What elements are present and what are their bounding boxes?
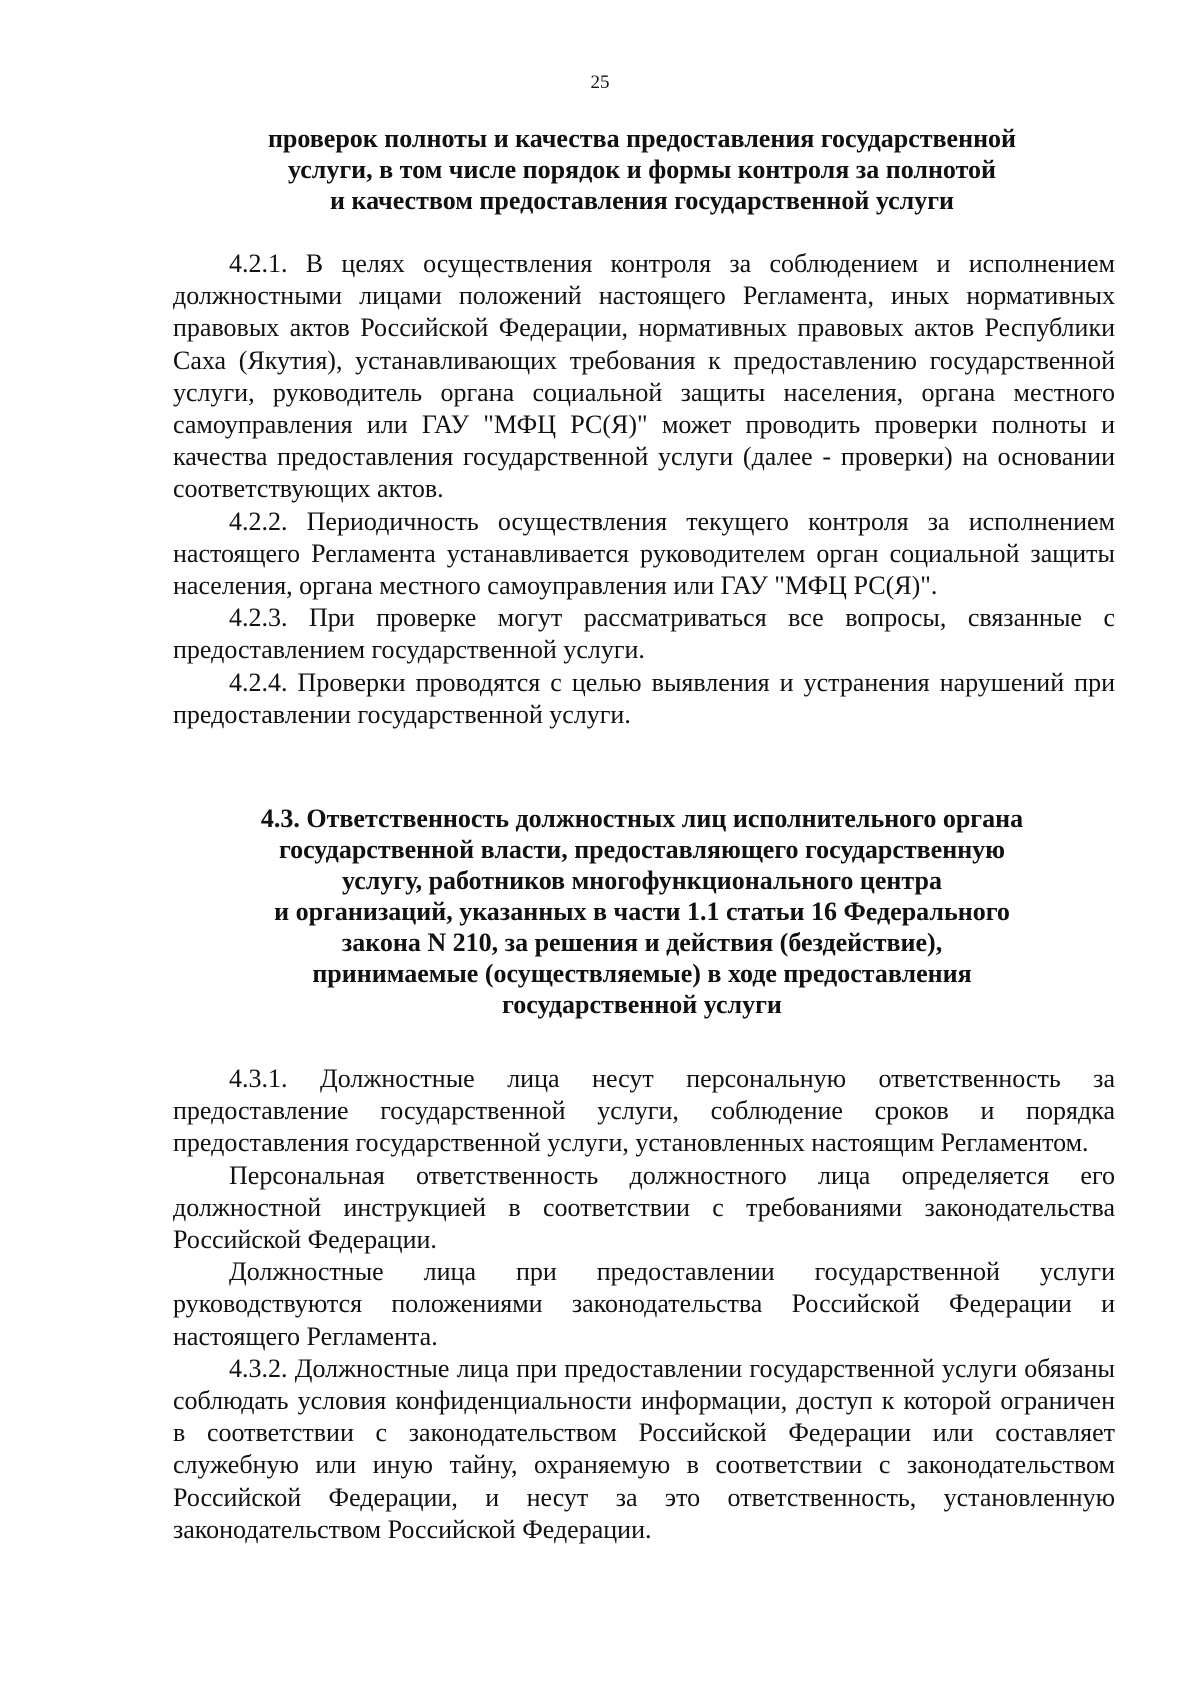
heading-line: и качеством предоставления государственной услуги	[330, 186, 954, 215]
heading-line: государственной услуги	[502, 990, 782, 1019]
paragraph-4-3-1: 4.3.1. Должностные лица несут персональную ответственность за предоставление государственной услуги, соблюдение сроков и порядка предоставления государственной услуги, установленных настоящим Регламентом.	[173, 1064, 1115, 1158]
heading-line: проверок полноты и качества предоставления государственной	[267, 124, 1017, 153]
heading-line: услуги, в том числе порядок и формы контроля за полнотой	[288, 155, 996, 184]
heading-line: государственной власти, предоставляющего государственную	[278, 835, 1006, 864]
page-number: 25	[590, 72, 610, 93]
section-heading-control-checks	[170, 123, 1114, 216]
paragraph-4-2-4: 4.2.4. Проверки проводятся с целью выявления и устранения нарушений при предоставлении государственной услуги.	[173, 667, 1115, 729]
heading-line: закона N 210, за решения и действия (бездействие),	[341, 928, 943, 957]
heading-line: принимаемые (осуществляемые) в ходе предоставления	[312, 959, 972, 988]
heading-line: 4.3. Ответственность должностных лиц исполнительного органа	[260, 804, 1024, 833]
section-heading-4-3-responsibility	[170, 803, 1114, 1020]
heading-line: услугу, работников многофункционального центра	[342, 866, 942, 895]
paragraph-officials-guided: Должностные лица при предоставлении государственной услуги руководствуются положениями законодательства Российской Федерации и настоящего Регламента.	[173, 1257, 1115, 1351]
heading-line: и организаций, указанных в части 1.1 статьи 16 Федерального	[274, 897, 1010, 926]
section-body-control-checks	[173, 248, 1115, 731]
paragraph-personal-responsibility: Персональная ответственность должностного лица определяется его должностной инструкцией в соответствии с требованиями законодательства Российской Федерации.	[173, 1160, 1115, 1255]
paragraph-4-2-2: 4.2.2. Периодичность осуществления текущего контроля за исполнением настоящего Регламента устанавливается руководителем орган социальной защиты населения, органа местного самоуправления или ГАУ "МФЦ РС(Я)".	[173, 506, 1115, 601]
paragraph-4-3-2: 4.3.2. Должностные лица при предоставлении государственной услуги обязаны соблюдать условия конфиденциальности информации, доступ к которой ограничен в соответствии с законодательством Российской Федерации или составляет служебную или иную тайну, охраняемую в соответствии с законодательством Российской Федерации, и несут за это ответственность, установленную законодательством Российской Федерации.	[173, 1353, 1115, 1544]
paragraph-4-2-3: 4.2.3. При проверке могут рассматриваться все вопросы, связанные с предоставлением государственной услуги.	[173, 603, 1115, 665]
paragraph-4-2-1: 4.2.1. В целях осуществления контроля за соблюдением и исполнением должностными лицами положений настоящего Регламента, иных нормативных правовых актов Российской Федерации, нормативных правовых актов Республики Саха (Якутия), устанавливающих требования к предоставлению государственной услуги, руководитель органа социальной защиты населения, органа местного самоуправления или ГАУ "МФЦ РС(Я)" может проводить проверки полноты и качества предоставления государственной услуги (далее - проверки) на основании соответствующих актов.	[173, 249, 1115, 504]
section-body-responsibility	[173, 1063, 1115, 1546]
